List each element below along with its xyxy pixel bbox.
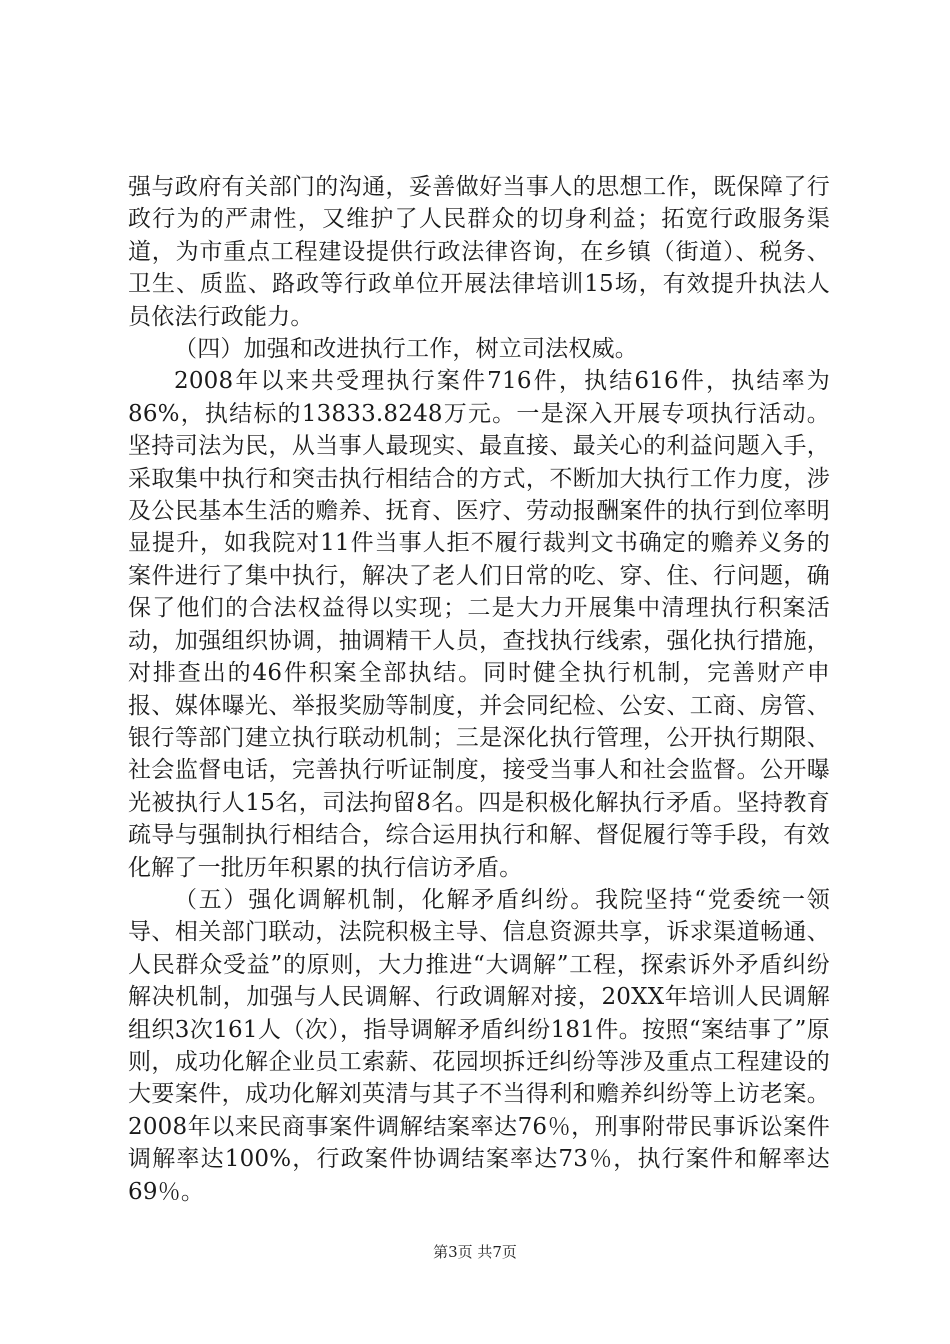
page-number-footer: 第3页 共7页 — [433, 1243, 517, 1261]
paragraph-execution: 2008年以来共受理执行案件716件，执结616件，执结率为86%，执结标的13833.8248万元。一是深入开展专项执行活动。坚持司法为民，从当事人最现实、最直接、最关心的利益问题入手，采取集中执行和突击执行相结合的方式，不断加大执行工作力度，涉及公民基本生活的赡养、抚育、医疗、劳动报酬案件的执行到位率明显提升，如我院对11件当事人拒不履行裁判文书确定的赡养义务的案件进行了集中执行，解决了老人们日常的吃、穿、住、行问题，确保了他们的合法权益得以实现；二是大力开展集中清理执行积案活动，加强组织协调，抽调精干人员，查找执行线索，强化执行措施，对排查出的46件积案全部执结。同时健全执行机制，完善财产申报、媒体曝光、举报奖励等制度，并会同纪检、公安、工商、房管、银行等部门建立执行联动机制；三是深化执行管理，公开执行期限、社会监督电话，完善执行听证制度，接受当事人和社会监督。公开曝光被执行人15名，司法拘留8名。四是积极化解执行矛盾。坚持教育疏导与强制执行相结合，综合运用执行和解、督促履行等手段，有效化解了一批历年积累的执行信访矛盾。 — [128, 368, 830, 881]
section-heading-four: （四）加强和改进执行工作，树立司法权威。 — [174, 336, 638, 363]
paragraph-mediation: （五）强化调解机制，化解矛盾纠纷。我院坚持“党委统一领导、相关部门联动，法院积极主导、信息资源共享，诉求渠道畅通、人民群众受益”的原则，大力推进“大调解”工程，探索诉外矛盾纠纷解决机制，加强与人民调解、行政调解对接，20XX年培训人民调解组织3次161人（次），指导调解矛盾纠纷181件。按照“案结事了”原则，成功化解企业员工索薪、花园坝拆迁纠纷等涉及重点工程建设的大要案件，成功化解刘英清与其子不当得利和赡养纠纷等上访老案。2008年以来民商事案件调解结案率达76％，刑事附带民事诉讼案件调解率达100%，行政案件协调结案率达73％，执行案件和解率达69％。 — [128, 886, 830, 1205]
paragraph-continuation: 强与政府有关部门的沟通，妥善做好当事人的思想工作，既保障了行政行为的严肃性，又维护了人民群众的切身利益；拓宽行政服务渠道，为市重点工程建设提供行政法律咨询，在乡镇（街道）、税务、卫生、质监、路政等行政单位开展法律培训15场，有效提升执法人员依法行政能力。 — [128, 174, 830, 330]
document-body — [128, 171, 830, 1208]
